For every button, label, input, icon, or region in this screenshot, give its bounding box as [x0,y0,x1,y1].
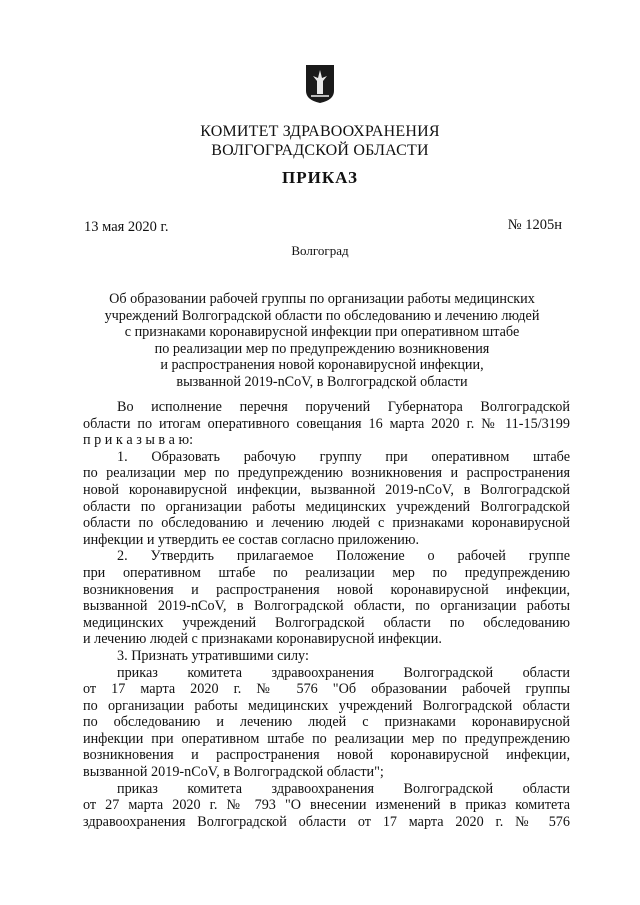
body-line: по реализации мер по предупреждению возникновения и распространения [83,465,570,482]
body-line: области по организации работы медицинских учреждений Волгоградской [83,498,570,515]
body-line: от 27 марта 2020 г. № 793 "О внесении изменений в приказ комитета [83,797,570,814]
body-line: 3. Признать утратившими силу: [117,647,309,664]
body-line: возникновения и распространения новой коронавирусной инфекции, [83,581,570,598]
document-number: № 1205н [507,217,562,233]
subject-line: и распространения новой коронавирусной инфекции, [160,357,484,374]
body-line: области по итогам оперативного совещания 16 марта 2020 г. № 11-15/3199 [83,415,570,432]
body-line: возникновения и распространения новой коронавирусной инфекции, [83,747,570,764]
body-line: при оперативном штабе по реализации мер по предупреждению [83,564,570,581]
body-line: и лечению людей с признаками коронавирусной инфекции. [83,631,442,648]
body-line: приказ комитета здравоохранения Волгоградской области [117,664,570,681]
subject-line: вызванной 2019-nCoV, в Волгоградской области [176,373,468,390]
document-date: 13 мая 2020 г. [84,219,169,235]
body-line: от 17 марта 2020 г. № 576 "Об образовании рабочей группы [83,681,570,698]
body-line: вызванной 2019-nCoV, в Волгоградской области"; [83,764,384,781]
body-line: по организации работы медицинских учреждений Волгоградской области [83,697,570,714]
document-subject [80,291,564,391]
coat-of-arms-emblem-icon [305,64,335,104]
subject-line: Об образовании рабочей группы по организации работы медицинских [109,291,535,307]
organization-name-line-1: КОМИТЕТ ЗДРАВООХРАНЕНИЯ [200,123,440,140]
document-city: Волгоград [291,243,349,258]
body-line: медицинских учреждений Волгоградской области по обследованию [83,614,570,631]
body-line: области по обследованию и лечению людей с признаками коронавирусной [83,515,570,532]
subject-line: учреждений Волгоградской области по обследованию и лечению людей [104,307,540,324]
body-line: 2. Утвердить прилагаемое Положение о рабочей группе [117,548,570,565]
order-word: п р и к а з ы в а ю: [83,432,194,449]
subject-line: по реализации мер по предупреждению возникновения [154,340,490,357]
document-type-title: ПРИКАЗ [282,168,358,187]
body-line: вызванной 2019-nCoV, в Волгоградской области, по организации работы [83,598,570,615]
organization-name-line-2: ВОЛГОГРАДСКОЙ ОБЛАСТИ [211,142,429,159]
body-line: 1. Образовать рабочую группу при оперативном штабе [117,448,570,465]
body-line: Во исполнение перечня поручений Губернатора Волгоградской [117,399,570,415]
body-line: приказ комитета здравоохранения Волгоградской области [117,780,570,797]
body-line: новой коронавирусной инфекции, вызванной 2019-nCoV, в Волгоградской [83,481,570,498]
body-line: инфекции и утвердить ее состав согласно приложению. [83,531,420,548]
body-line: инфекции при оперативном штабе по реализации мер по предупреждению [83,730,570,747]
body-line: здравоохранения Волгоградской области от 17 марта 2020 г. № 576 [83,813,570,830]
body-line: по обследованию и лечению людей с признаками коронавирусной [83,714,570,731]
document-body [83,399,570,830]
subject-line: с признаками коронавирусной инфекции при оперативном штабе [124,324,520,341]
